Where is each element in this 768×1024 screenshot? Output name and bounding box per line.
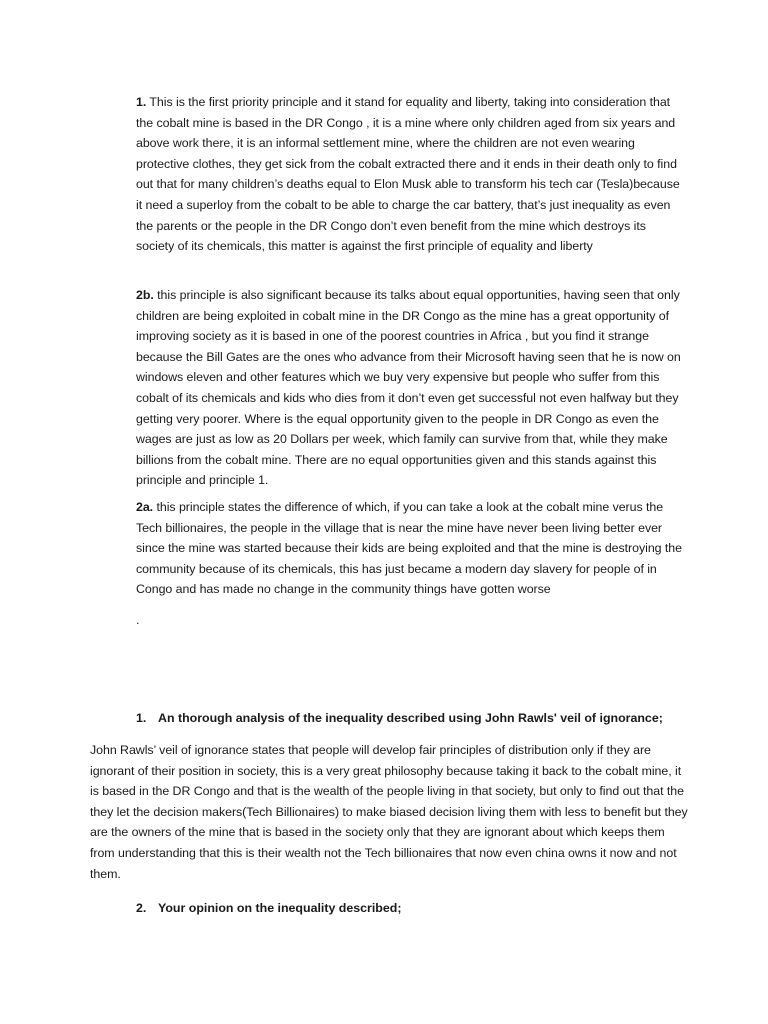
principle-1-text: This is the first priority principle and it stand for equality and liberty, taking into consideration that the cobalt mine is based in the DR Congo , it is a mine where only children aged from six years and above work there, it is an informal settlement mine, where the children are not even wearing protective clothes, they get sick from the cobalt extracted there and it ends in their death only to find out that for many children’s deaths equal to Elon Musk able to transform his tech car (Tesla)because it need a superloy from the cobalt to be able to charge the car battery, that’s just inequality as even the parents or the people in the DR Congo don’t even benefit from the mine which destroys its society of its chemicals, this matter is against the first principle of equality and liberty	[136, 95, 680, 254]
principle-1-number: 1.	[136, 95, 147, 109]
question-2-heading	[136, 898, 696, 919]
veil-of-ignorance-paragraph: John Rawls’ veil of ignorance states that people will develop fair principles of distribution only if they are ignorant of their position in society, this is a very great philosophy because taking it back to the cobalt mine, it is based in the DR Congo and that is the wealth of the people living in that society, but only to find out that the they let the decision makers(Tech Billionaires) to make biased decision living them with less to benefit but they are the owners of the mine that is based in the society only that they are ignorant about which keeps them from understanding that this is their wealth not the Tech billionaires that now even china owns it now and not them.	[90, 743, 688, 881]
question-1-title: An thorough analysis of the inequality described using John Rawls' veil of ignorance;	[158, 711, 663, 725]
question-2-number: 2.	[136, 901, 147, 915]
principle-2b-paragraph	[136, 285, 684, 491]
question-2-title: Your opinion on the inequality described;	[158, 901, 402, 915]
question-1-heading	[136, 708, 696, 729]
principle-2a-text: this principle states the difference of which, if you can take a look at the cobalt mine verus the Tech billionaires, the people in the village that is near the mine have never been living better ever since the mine was started because their kids are being exploited and that the mine is destroying the community because of its chemicals, this has just became a modern day slavery for people of in Congo and has made no change in the community things have gotten worse	[136, 500, 682, 597]
principle-2b-number: 2b.	[136, 288, 154, 302]
principle-2b-text: this principle is also significant because its talks about equal opportunities, having seen that only children are being exploited in cobalt mine in the DR Congo as the mine has a great opportunity of improving society as it is based in one of the poorest countries in Africa , but you find it strange because the Bill Gates are the ones who advance from their Microsoft having seen that he is now on windows eleven and other features which we buy very expensive but people who suffer from this cobalt of its chemicals and kids who dies from it don’t even get successful not even halfway but they getting very poorer. Where is the equal opportunity given to the people in DR Congo as even the wages are just as low as 20 Dollars per week, which family can survive from that, while they make billions from the cobalt mine. There are no equal opportunities given and this stands against this principle and principle 1.	[136, 288, 681, 488]
principle-1-paragraph	[136, 92, 684, 257]
stray-period: .	[136, 613, 140, 627]
principle-2a-paragraph	[136, 497, 684, 600]
question-1-number: 1.	[136, 711, 147, 725]
principle-2a-number: 2a.	[136, 500, 154, 514]
